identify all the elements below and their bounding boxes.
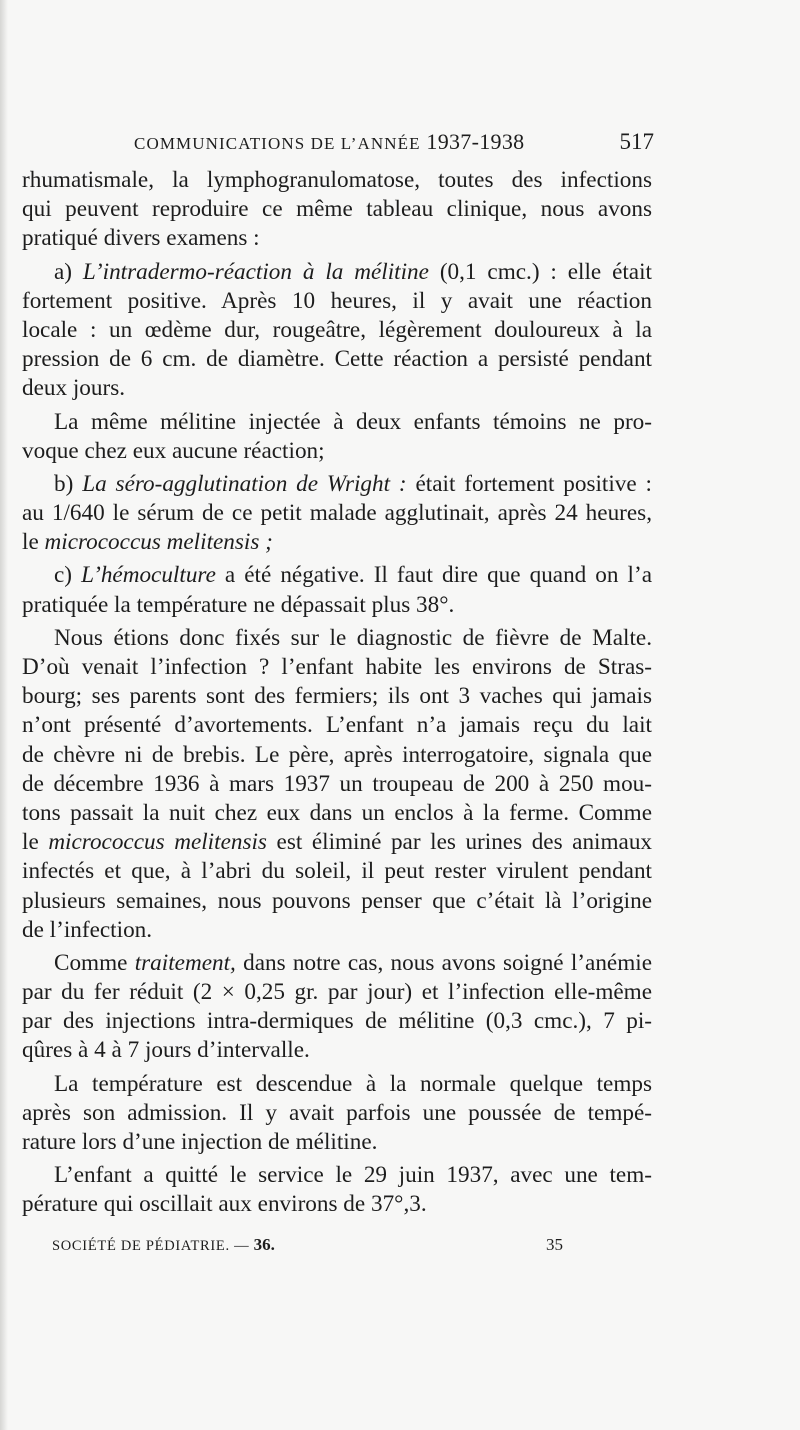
text-line: de décembre 1936 à mars 1937 un troupeau de 200 à 250 mou-	[22, 770, 652, 797]
text-line: L’enfant a quitté le service le 29 juin 1937, avec une tem-	[54, 1162, 652, 1189]
text-line: pratiquée la température ne dépassait plus 38°.	[22, 591, 455, 618]
text-line: tons passait la nuit chez eux dans un enclos à la ferme. Comme	[22, 799, 652, 826]
text-line: locale : un œdème dur, rougeâtre, légèrement douloureux à la	[22, 316, 652, 343]
text-line: n’ont présenté d’avortements. L’enfant n’a jamais reçu du lait	[22, 712, 652, 739]
text-line: pérature qui oscillait aux environs de 37°,3.	[22, 1191, 427, 1218]
line-lead: le	[22, 829, 49, 856]
page-edge-shadow	[0, 0, 8, 1430]
text-line	[22, 561, 652, 590]
line-lead: le	[22, 529, 45, 556]
text-line: par du fer réduit (2 × 0,25 gr. par jour) et l’infection elle-même	[22, 979, 652, 1006]
text-line: au 1/640 le sérum de ce petit malade agglutinait, après 24 heures,	[22, 500, 652, 527]
line-rest: est éliminé par les urines des animaux	[266, 829, 653, 856]
emphasis-text: traitement,	[134, 949, 236, 976]
line-rest: a été négative. Il faut dire que quand on l’a	[215, 562, 652, 589]
text-line: après son admission. Il y avait parfois une poussée de tempé-	[22, 1099, 652, 1126]
text-line: rature lors d’une injection de mélitine.	[22, 1129, 378, 1155]
item-marker: c)	[54, 562, 82, 589]
text-line: deux jours.	[22, 375, 126, 402]
text-line: Nous étions donc fixés sur le diagnostic de fièvre de Malte.	[54, 624, 652, 651]
document-page	[22, 0, 658, 1430]
text-line: bourg; ses parents sont des fermiers; ils ont 3 vaches qui jamais	[22, 683, 652, 710]
emphasis-text: La séro-agglutination de Wright :	[82, 470, 407, 497]
text-line: fortement positive. Après 10 heures, il y avait une réaction	[22, 287, 652, 314]
line-rest: (0,1 cmc.) : elle était	[428, 258, 652, 285]
text-line: infectés et que, à l’abri du soleil, il peut rester virulent pendant	[22, 858, 652, 885]
footer-society-name: SOCIÉTÉ DE PÉDIATRIE. —	[52, 1238, 254, 1254]
text-line: de l’infection.	[22, 916, 153, 943]
running-head	[134, 129, 524, 155]
footer-volume: 36.	[253, 1235, 275, 1254]
running-head-years: 1937-1938	[426, 129, 525, 154]
text-line	[22, 258, 652, 287]
item-marker: a)	[54, 258, 83, 285]
text-line: qûres à 4 à 7 jours d’intervalle.	[22, 1037, 310, 1064]
line-rest: était fortement positive :	[406, 470, 652, 497]
running-head-title: COMMUNICATIONS DE L’ANNÉE	[134, 134, 421, 153]
text-line: rhumatismale, la lymphogranulomatose, toutes des infections	[22, 167, 652, 193]
text-line: voque chez eux aucune réaction;	[22, 437, 325, 464]
text-line	[22, 828, 652, 857]
line-lead: Comme	[54, 949, 135, 976]
text-line: par des injections intra-dermiques de mélitine (0,3 cmc.), 7 pi-	[22, 1008, 652, 1035]
text-line: de chèvre ni de brebis. Le père, après interrogatoire, signala que	[22, 741, 652, 768]
body-text	[22, 166, 652, 1220]
text-line	[22, 949, 652, 978]
line-rest: dans notre cas, nous avons soigné l’anémie	[235, 949, 652, 976]
emphasis-text: L’intradermo-réaction à la mélitine	[82, 258, 429, 285]
emphasis-text: L’hémoculture	[81, 562, 216, 589]
footer-society	[52, 1235, 275, 1255]
text-line	[22, 470, 652, 499]
emphasis-text: micrococcus melitensis ;	[44, 529, 273, 556]
footer-signature: 35	[546, 1235, 563, 1254]
text-line: pression de 6 cm. de diamètre. Cette réaction a persisté pendant	[22, 346, 652, 373]
text-line: pratiqué divers examens :	[22, 225, 260, 252]
emphasis-text: micrococcus melitensis	[48, 829, 267, 856]
text-line	[22, 528, 652, 557]
item-marker: b)	[54, 470, 83, 497]
text-line: D’où venait l’infection ? l’enfant habite les environs de Stras-	[22, 654, 652, 680]
page-number: 517	[619, 129, 654, 154]
text-line: La température est descendue à la normale quelque temps	[54, 1070, 652, 1097]
text-line: La même mélitine injectée à deux enfants témoins ne pro-	[54, 408, 652, 435]
text-line: qui peuvent reproduire ce même tableau clinique, nous avons	[22, 196, 652, 223]
text-line: plusieurs semaines, nous pouvons penser que c’était là l’origine	[22, 887, 652, 914]
